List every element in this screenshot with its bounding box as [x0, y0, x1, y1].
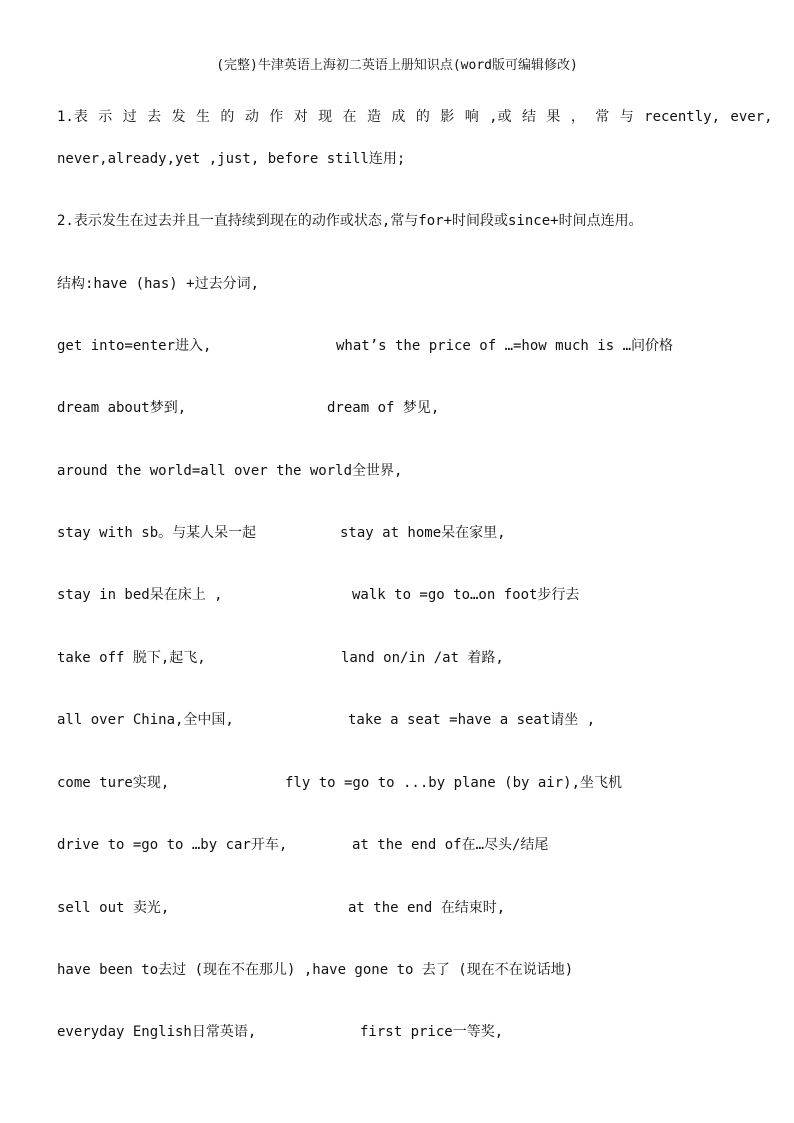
- phrase-right: take a seat =have a seat请坐 ,: [348, 712, 596, 728]
- phrase-right: first price一等奖,: [360, 1024, 504, 1040]
- phrase-right: stay at home呆在家里,: [340, 525, 506, 541]
- phrase-left: get into=enter进入,: [57, 338, 212, 354]
- phrase-left: everyday English日常英语,: [57, 1024, 257, 1040]
- phrase-left: around the world=all over the world全世界,: [57, 463, 403, 479]
- paragraph-2: 2.表示发生在过去并且一直持续到现在的动作或状态,常与for+时间段或since+时间点连用。: [57, 213, 643, 229]
- phrase-right: at the end 在结束时,: [348, 900, 506, 916]
- structure-line: 结构:have (has) +过去分词,: [57, 276, 260, 292]
- phrase-right: at the end of在…尽头/结尾: [352, 837, 549, 853]
- phrase-left: take off 脱下,起飞,: [57, 650, 206, 666]
- paragraph-1-line-1: 1.表 示 过 去 发 生 的 动 作 对 现 在 造 成 的 影 响 ,或 结 果 ， 常 与 recently, ever,: [57, 109, 773, 125]
- paragraph-1-line-2: never,already,yet ,just, before still连用;: [57, 151, 406, 167]
- document-header: (完整)牛津英语上海初二英语上册知识点(word版可编辑修改): [216, 58, 578, 73]
- phrase-left: dream about梦到,: [57, 400, 187, 416]
- phrase-right: land on/in /at 着路,: [341, 650, 504, 666]
- phrase-right: fly to =go to ...by plane (by air),坐飞机: [285, 775, 623, 791]
- phrase-left: stay with sb。与某人呆一起: [57, 525, 257, 541]
- phrase-right: walk to =go to…on foot步行去: [352, 587, 580, 603]
- phrase-left: all over China,全中国,: [57, 712, 234, 728]
- phrase-left: have been to去过 (现在不在那儿) ,have gone to 去了 (现在不在说话地): [57, 962, 574, 978]
- phrase-right: what’s the price of …=how much is …问价格: [336, 338, 674, 354]
- phrase-left: sell out 卖光,: [57, 900, 170, 916]
- phrase-right: dream of 梦见,: [327, 400, 440, 416]
- phrase-left: drive to =go to …by car开车,: [57, 837, 288, 853]
- phrase-left: stay in bed呆在床上 ,: [57, 587, 223, 603]
- phrase-left: come ture实现,: [57, 775, 170, 791]
